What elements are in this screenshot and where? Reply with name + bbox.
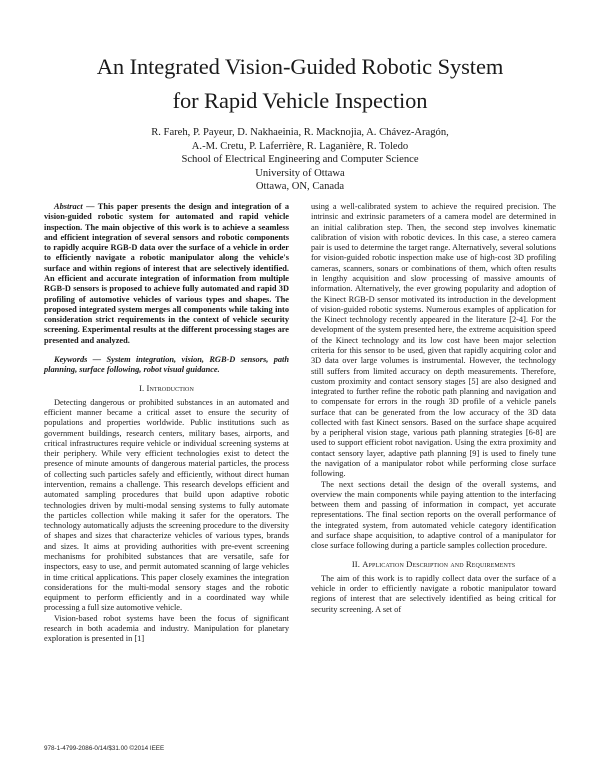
section-1-number: I.	[139, 382, 145, 393]
author-block	[0, 126, 600, 194]
abstract	[44, 202, 289, 346]
abstract-label: Abstract	[54, 202, 83, 211]
right-paragraph-2: The next sections detail the design of the overall systems, and overview the main components while paying attention to the interfacing between them and passing of information in compact, yet accurate representations. The final section reports on the overall performance of the integrated system, from automated vehicle category identification and surface shape acquisition, to adaptive control of a manipulator for close surface following during a particle samples collection procedure.	[311, 479, 556, 551]
keywords-label: Keywords	[54, 354, 88, 364]
section-heading-introduction	[44, 383, 289, 393]
affiliation-line-1: School of Electrical Engineering and Computer Science	[181, 154, 419, 166]
authors-line-1: R. Fareh, P. Payeur, D. Nakhaeinia, R. Macknojia, A. Chávez-Aragón,	[151, 127, 449, 138]
right-paragraph-3: The aim of this work is to rapidly collect data over the surface of a vehicle in order to efficiently navigate a robotic manipulator toward regions of interest that are selectively identified as being critical for security screening. A set of	[311, 573, 556, 614]
section-heading-application	[311, 559, 556, 569]
section-2-title: Application Description and Requirements	[362, 558, 516, 569]
keywords	[44, 355, 289, 376]
affiliation-line-3: Ottawa, ON, Canada	[255, 181, 345, 193]
right-paragraph-1: using a well-calibrated system to achieve the required precision. The intrinsic and extrinsic parameters of a camera model are determined in an initial calibration step. Then, the second step involves kinematic calibration of vision with robotic devices. In this case, a stereo camera pair is used to determine the target range. Alternatively, several solutions for vision-guided robotic inspection make use of high-cost 3D profiling cameras, scanners, sonars or combinations of them, which often results in lengthy acquisition and slow processing of massive amounts of information. Alternatively, the ever growing popularity and adoption of the Kinect RGB-D sensor motivated its introduction in the development of vision-guided robotic systems. Numerous examples of application for the Kinect technology recently appeared in the literature [2-4]. For the development of the system presented here, the extreme acquisition speed of the Kinect technology and its low cost have been major selection criteria for this sensor to be used, given that rapidly acquiring color and 3D data over large volumes is instrumental. However, the technology still suffers from limited accuracy on depth measurements. Therefore, custom proximity and contact sensory stages [5] are also designed and integrated to further refine the robotic path planning and navigation and to compensate for errors in the rough 3D profile of a vehicle panels surface that can be generated from the low accuracy of the 3D data collected with fast Kinect sensors. Based on the surface shape acquired by a peripheral vision stage, various path planning strategies [6-8] are used to support efficient robot navigation. Using the extra proximity and contact sensory layer, adaptive path planning [9] is used to finely tune the navigation of a manipulator robot while performing close surface following.	[311, 202, 556, 479]
authors-line-2: A.-M. Cretu, P. Laferrière, R. Laganière, R. Toledo	[191, 140, 409, 152]
abstract-text: — This paper presents the design and integration of a vision-guided robotic system for automated and rapid vehicle inspection. The main objective of this work is to achieve a seamless and efficient integration of several sensors and robotic components to rapidly acquire RGB-D data over the surface of a vehicle in order to efficiently navigate a robotic manipulator along the vehicle's surface and within regions of interest that are selectively identified. An efficient and accurate integration of information from multiple RGB-D sensors is proposed to achieve fully automated and rapid 3D profiling of automotive vehicles of various types and shapes. The proposed integrated system merges all components while taking into consideration strict requirements in the context of vehicle security screening. Experimental results at the different processing stages are presented and analyzed.	[44, 202, 289, 345]
copyright-footer: 978-1-4799-2086-0/14/$31.00 ©2014 IEEE	[44, 745, 165, 752]
section-2-number: II.	[351, 558, 360, 569]
intro-paragraph-1: Detecting dangerous or prohibited substances in an automated and efficient manner became a critical asset to ensure the security of populations and properties worldwide. Public institutions such as government buildings, research centers, military bases, airports, and critical infrastructures require vehicle or individual screening systems at their periphery. While very efficient technologies exist to detect the presence of minute amounts of dangerous material particles, the process of collecting such particles safely and efficiently, without direct human intervention, remains a challenge. This research develops efficient and automated sampling procedures that build upon adaptive robotic technologies driven by multi-modal sensing systems to fully automate the particles collection while making it safer for the operators. The technology automatically adjusts the screening procedure to the diversity of shapes and sizes that characterize vehicles of various types, brands and sizes. It aims at providing authorities with pre-event screening mechanisms for prohibited substances that are versatile, safe for inspectors, easy to use, and permit automated scanning of large vehicles in time critical applications. This paper closely examines the integration considerations for the multi-modal sensory stages and the robotic equipment to perform efficiently and in a coordinated way while processing a full size automotive vehicle.	[44, 397, 289, 613]
left-column	[44, 202, 289, 645]
paper-title-line-2: for Rapid Vehicle Inspection	[172, 88, 428, 113]
right-column	[311, 202, 556, 615]
keywords-text: — System integration, vision, RGB-D sensors, path planning, surface following, robot visual guidance.	[44, 354, 289, 375]
section-1-title: Introduction	[146, 382, 194, 393]
paper-title-line-1: An Integrated Vision-Guided Robotic System	[96, 54, 504, 79]
intro-paragraph-2: Vision-based robot systems have been the focus of significant research in both academia and industry. Manipulation for planetary exploration is presented in [1]	[44, 613, 289, 644]
affiliation-line-2: University of Ottawa	[255, 167, 345, 179]
